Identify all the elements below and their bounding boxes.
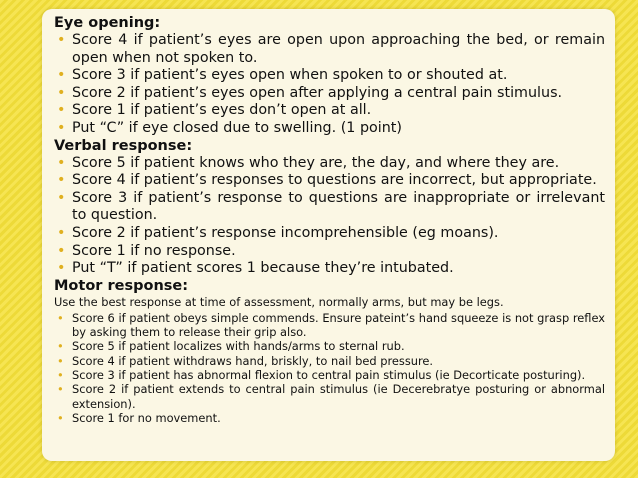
list-item: • Score 6 if patient obeys simple commends. Ensure pateint’s hand squeeze is not grasp reflex by asking them to release their grip also. [54, 311, 605, 340]
list-item: • Score 1 if no response. [54, 243, 605, 261]
list-item: • Score 3 if patient’s eyes open when spoken to or shouted at. [54, 67, 605, 85]
list-item: • Put “C” if eye closed due to swelling. (1 point) [54, 120, 605, 138]
list-item: • Score 2 if patient extends to central pain stimulus (ie Decerebratye posturing or abnormal extension). [54, 382, 605, 411]
motor-response-list [54, 311, 605, 425]
motor-response-heading: Motor response: [54, 277, 189, 294]
motor-response-intro: Use the best response at time of assessment, normally arms, but may be legs. [54, 294, 504, 309]
list-item: • Score 4 if patient’s responses to questions are incorrect, but appropriate. [54, 172, 605, 190]
list-item: • Score 3 if patient’s response to questions are inappropriate or irrelevant to question. [54, 190, 605, 225]
eye-opening-heading: Eye opening: [54, 15, 161, 31]
verbal-response-list [54, 155, 605, 278]
list-item: • Score 3 if patient has abnormal flexion to central pain stimulus (ie Decorticate posturing). [54, 368, 605, 382]
eye-opening-list [54, 32, 605, 138]
list-item: • Score 1 if patient’s eyes don’t open at all. [54, 102, 605, 120]
verbal-response-heading: Verbal response: [54, 137, 193, 154]
content-card [42, 9, 615, 461]
list-item: • Score 5 if patient knows who they are, the day, and where they are. [54, 155, 605, 173]
list-item: • Score 4 if patient’s eyes are open upon approaching the bed, or remain open when not spoken to. [54, 32, 605, 67]
list-item: • Score 4 if patient withdraws hand, briskly, to nail bed pressure. [54, 354, 605, 368]
list-item: • Score 1 for no movement. [54, 411, 605, 425]
list-item: • Score 5 if patient localizes with hands/arms to sternal rub. [54, 339, 605, 353]
list-item: • Score 2 if patient’s response incomprehensible (eg moans). [54, 225, 605, 243]
list-item: • Score 2 if patient’s eyes open after applying a central pain stimulus. [54, 85, 605, 103]
list-item: • Put “T” if patient scores 1 because they’re intubated. [54, 260, 605, 278]
